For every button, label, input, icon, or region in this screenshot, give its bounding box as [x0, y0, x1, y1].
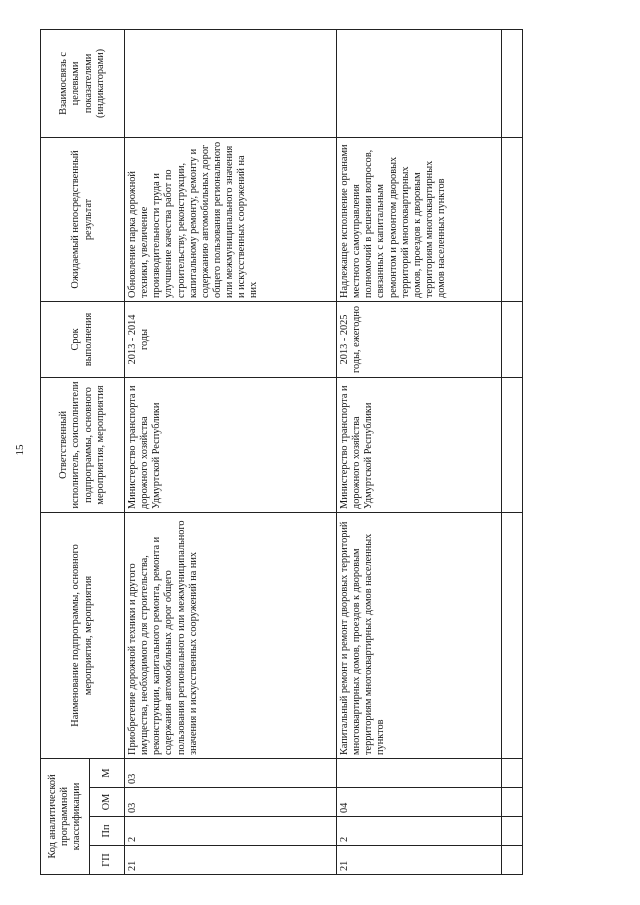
- header-term: Срок выполнения: [41, 301, 125, 377]
- table-row: [125, 29, 337, 874]
- rotated-table-area: [40, 30, 621, 875]
- header-link: Взаимосвязь с целевыми показателями (индикаторами): [41, 29, 125, 137]
- cell-m: [337, 758, 502, 787]
- cell-executor: Министерство транспорта и дорожного хозяйства Удмуртской Республики: [125, 377, 337, 512]
- program-activities-table: [40, 29, 523, 875]
- header-pp: Пп: [90, 817, 125, 846]
- cell-result: Надлежащее исполнение органами местного самоуправления полномочий в решении вопросов, связанных с капитальным ремонтом и ремонтом дворовых территорий многоквартирных домов, проездов к дворовым территориям многоквартирных домов населенных пунктов: [337, 137, 502, 301]
- cell-gp: 21: [337, 846, 502, 875]
- page-number: 15: [14, 444, 26, 456]
- cell-name: Приобретение дорожной техники и другого имущества, необходимого для строительства, реконструкции, капитального ремонта, ремонта и содержания автомобильных дорог общего пользования регионального или межмуниципального значения и искусственных сооружений на них: [125, 512, 337, 758]
- cell-m: 03: [125, 758, 337, 787]
- cell-term: 2013 - 2014 годы: [125, 301, 337, 377]
- cell-pp: 2: [125, 817, 337, 846]
- cell-om: 03: [125, 788, 337, 817]
- table-row: [337, 29, 502, 874]
- cell-link: [337, 29, 502, 137]
- cell-result: Обновление парка дорожной техники, увеличение производительности труда и улучшение качества работ по строительству, реконструкции, капитальному ремонту, ремонту и содержанию автомобильных дорог общего пользования регионального или межмуниципального значения и искусственных сооружений на них: [125, 137, 337, 301]
- header-m: М: [90, 758, 125, 787]
- cell-om: 04: [337, 788, 502, 817]
- cell-gp: 21: [125, 846, 337, 875]
- cell-executor: Министерство транспорта и дорожного хозяйства Удмуртской Республики: [337, 377, 502, 512]
- header-executor: Ответственный исполнитель, соисполнители подпрограммы, основного мероприятия, мероприятия: [41, 377, 125, 512]
- header-name: Наименование подпрограммы, основного мероприятия, мероприятия: [41, 512, 125, 758]
- cell-pp: 2: [337, 817, 502, 846]
- cell-link: [125, 29, 337, 137]
- header-om: ОМ: [90, 788, 125, 817]
- header-result: Ожидаемый непосредственный результат: [41, 137, 125, 301]
- header-gp: ГП: [90, 846, 125, 875]
- cell-name: Капитальный ремонт и ремонт дворовых территорий многоквартирных домов, проездов к дворовым территориям многоквартирных домов населенных пунктов: [337, 512, 502, 758]
- header-code-group: Код аналитической программной классификации: [41, 758, 90, 874]
- cell-term: 2013 - 2025 годы, ежегодно: [337, 301, 502, 377]
- table-frame: [40, 30, 621, 875]
- table-row-empty: [502, 29, 523, 874]
